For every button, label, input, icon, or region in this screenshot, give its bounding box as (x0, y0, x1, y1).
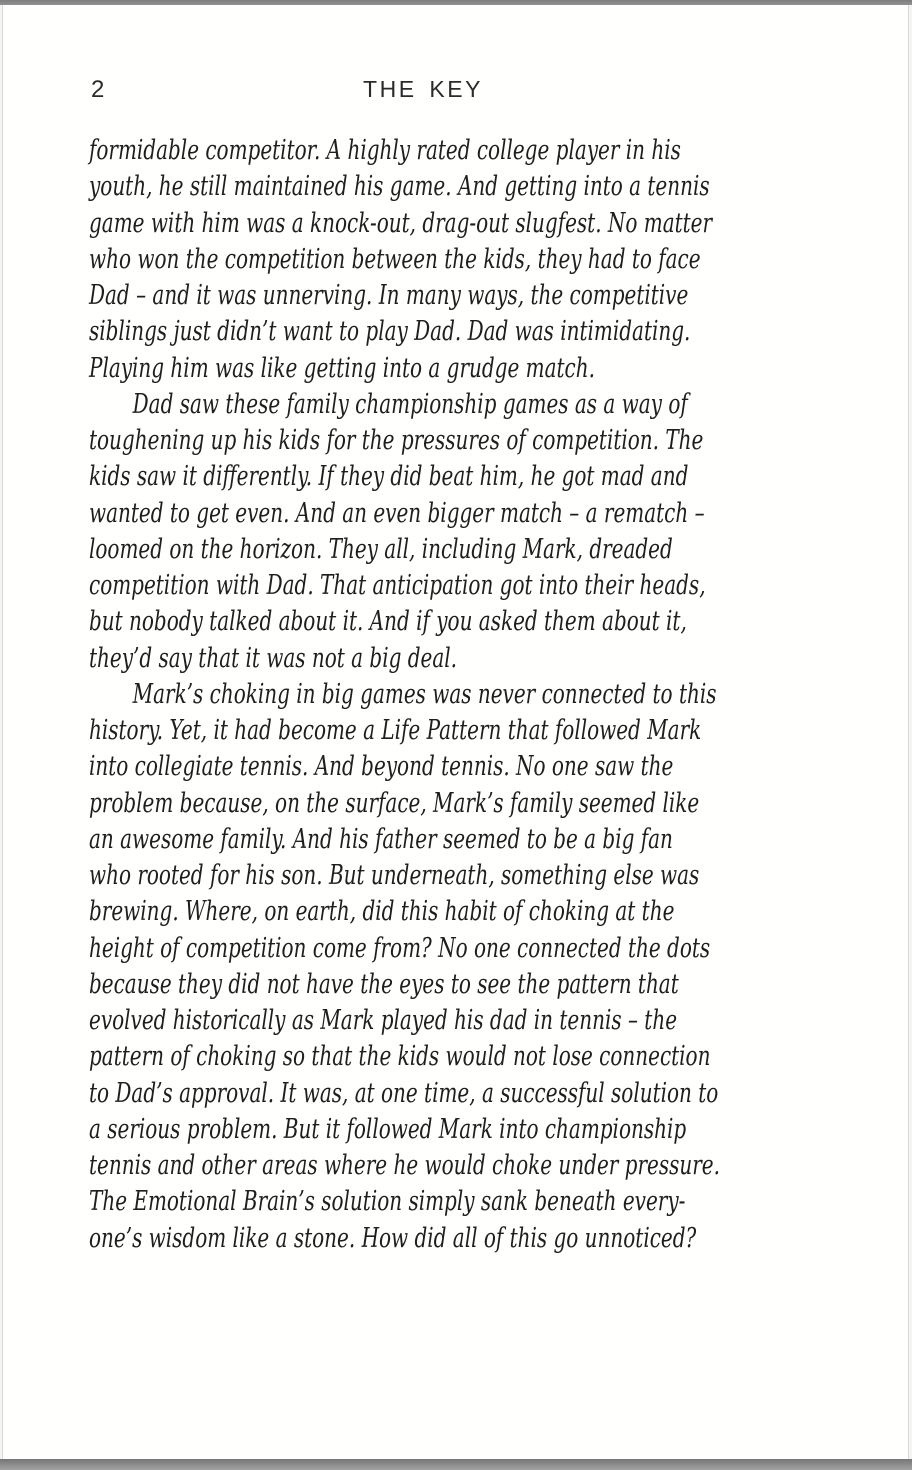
text-line: who rooted for his son. But underneath, something else was (89, 860, 700, 891)
running-header-title: THE KEY (363, 76, 483, 102)
book-page[interactable] (2, 5, 909, 1459)
page-number: 2 (91, 76, 105, 103)
text-line: Dad – and it was unnerving. In many ways, the competitive (89, 280, 689, 311)
text-line: youth, he still maintained his game. And getting into a tennis (89, 171, 710, 203)
page-header (89, 76, 757, 106)
text-line: kids saw it differently. If they did beat him, he got mad and (89, 461, 689, 493)
text-line: they’d say that it was not a big deal. (89, 642, 458, 674)
text-line: The Emotional Brain’s solution simply sank beneath every- (89, 1186, 686, 1218)
paragraph (89, 677, 770, 1257)
body-text (89, 133, 770, 1257)
text-line: evolved historically as Mark played his dad in tennis – the (89, 1005, 678, 1036)
text-line: wanted to get even. And an even bigger match – a rematch – (89, 497, 705, 529)
text-line: to Dad’s approval. It was, at one time, a successful solution to (89, 1077, 719, 1109)
text-line: an awesome family. And his father seemed to be a big fan (89, 823, 673, 855)
text-line: but nobody talked about it. And if you asked them about it, (89, 606, 687, 638)
text-line: one’s wisdom like a stone. How did all of this go unnoticed? (89, 1222, 697, 1254)
text-line: tennis and other areas where he would choke under pressure. (89, 1150, 720, 1181)
text-line: brewing. Where, on earth, did this habit of choking at the (89, 896, 675, 928)
text-line: because they did not have the eyes to see the pattern that (89, 968, 679, 1000)
text-line: height of competition come from? No one connected the dots (89, 932, 711, 964)
paragraph (89, 133, 770, 387)
text-line: history. Yet, it had become a Life Pattern that followed Mark (89, 715, 702, 746)
text-line: who won the competition between the kids, they had to face (89, 243, 701, 275)
text-line: competition with Dad. That anticipation got into their heads, (89, 570, 706, 601)
text-line: problem because, on the surface, Mark’s family seemed like (89, 787, 700, 819)
text-line: a serious problem. But it followed Mark into championship (89, 1113, 687, 1145)
paragraph (89, 387, 770, 677)
text-line: game with him was a knock-out, drag-out slugfest. No matter (89, 207, 713, 239)
text-line: into collegiate tennis. And beyond tennis. No one saw the (89, 751, 674, 783)
text-line: siblings just didn’t want to play Dad. Dad was intimidating. (89, 316, 691, 348)
text-line: toughening up his kids for the pressures of competition. The (89, 425, 704, 456)
text-line: pattern of choking so that the kids would not lose connection (89, 1041, 711, 1073)
text-line: loomed on the horizon. They all, including Mark, dreaded (89, 533, 673, 565)
text-line: formidable competitor. A highly rated college player in his (89, 135, 681, 166)
text-line: Mark’s choking in big games was never connected to this (132, 678, 717, 710)
text-line: Dad saw these family championship games as a way of (132, 388, 688, 420)
text-line: Playing him was like getting into a grudge match. (89, 352, 595, 384)
bottom-chrome-bar (0, 1459, 912, 1470)
